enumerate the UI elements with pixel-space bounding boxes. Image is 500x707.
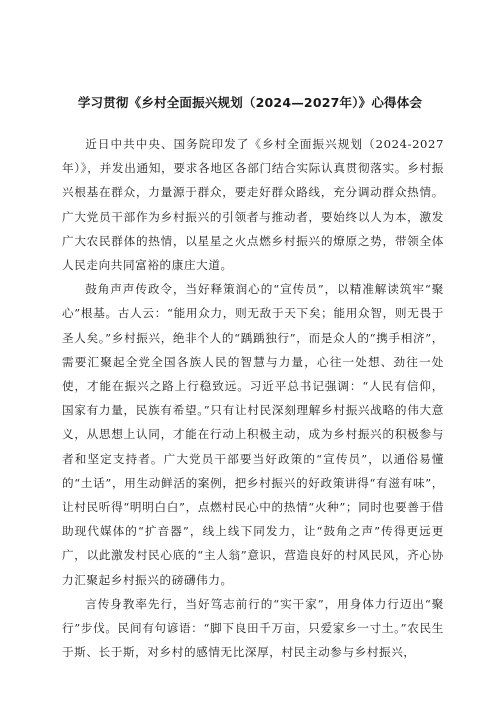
- paragraph-2: 鼓角声声传政令，当好释策润心的“宣传员”，以精准解读筑牢“聚心”根基。古人云：“能用众力，则无敌于天下矣；能用众智，则无畏于圣人矣。”乡村振兴，绝非个人的“踽踽独行”，而是众人的“携手相济”，需要汇聚起全党全国各族人民的智慧与力量，心往一处想、劲往一处使，才能在振兴之路上行稳致远。习近平总书记强调：“人民有信仰，国家有力量，民族有希望。”只有让村民深刻理解乡村振兴战略的伟大意义，从思想上认同，才能在行动上积极主动，成为乡村振兴的积极参与者和坚定支持者。广大党员干部要当好政策的“宣传员”，以通俗易懂的“土话”，用生动鲜活的案例，把乡村振兴的好政策讲得“有滋有味”，让村民听得“明明白白”，点燃村民心中的热情“火种”；同时也要善于借助现代媒体的“扩音器”，线上线下同发力，让“鼓角之声”传得更远更广，以此激发村民心底的“主人翁”意识，营造良好的村风民风，齐心协力汇聚起乡村振兴的磅礴伟力。: [62, 282, 444, 587]
- document-body: [62, 132, 444, 664]
- paragraph-1: 近日中共中央、国务院印发了《乡村全面振兴规划（2024-2027年）》，并发出通知，要求各地区各部门结合实际认真贯彻落实。乡村振兴根基在群众，力量源于群众，要走好群众路线，充分调动群众热情。广大党员干部作为乡村振兴的引领者与推动者，要始终以人为本，激发广大农民群体的热情，以星星之火点燃乡村振兴的燎原之势，带领全体人民走向共同富裕的康庄大道。: [62, 137, 444, 273]
- paragraph-3: 言传身教率先行，当好笃志前行的“实干家”，用身体力行迈出“聚行”步伐。民间有句谚语：“脚下良田千万亩，只爱家乡一寸土。”农民生于斯、长于斯，对乡村的感情无比深厚，村民主动参与乡村振兴，: [62, 596, 444, 660]
- document-title: 学习贯彻《乡村全面振兴规划（2024—2027年）》心得体会: [77, 95, 423, 110]
